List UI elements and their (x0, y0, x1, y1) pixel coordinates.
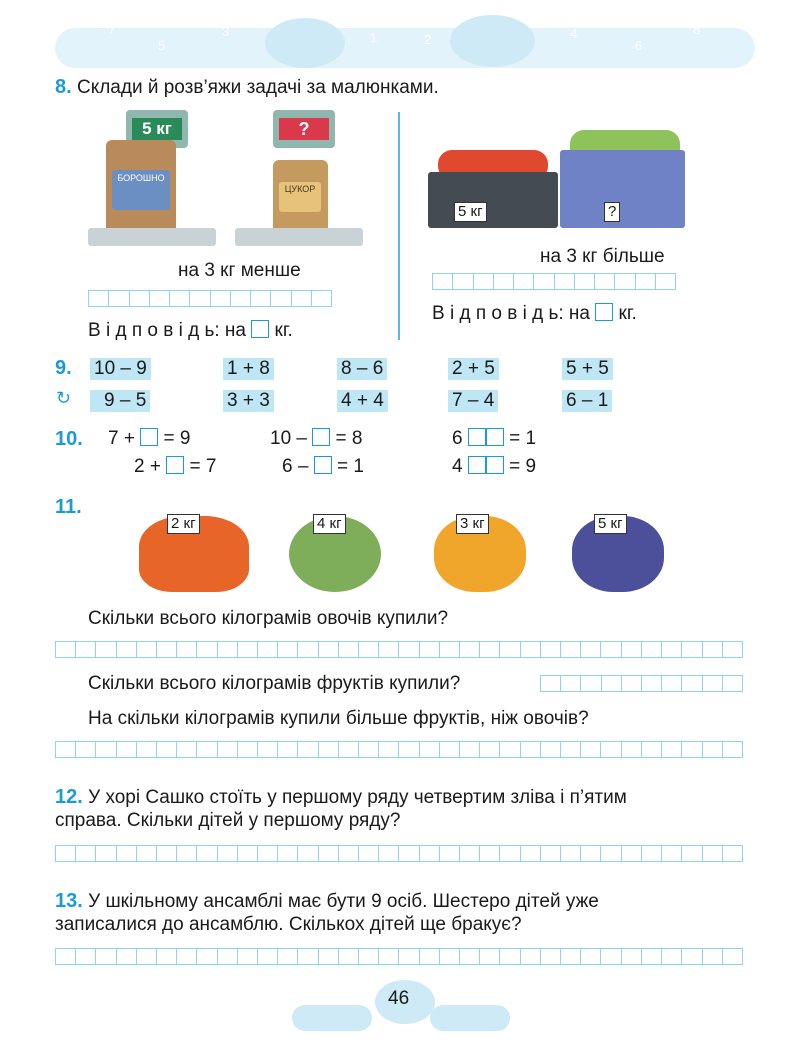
more-label: на 3 кг більше (540, 246, 665, 267)
answer-box[interactable] (166, 456, 184, 474)
answer-text: В і д п о в і д ь: на (432, 303, 590, 324)
header-digit: 3 (222, 24, 230, 39)
exercise-text: справа. Скільки дітей у першому ряду? (55, 810, 401, 831)
divider (398, 112, 400, 340)
exercise-8-title (55, 76, 439, 99)
cycle-icon: ↻ (56, 388, 72, 408)
scale-display: 5 кг (132, 118, 182, 140)
question: На скільки кілограмів купили більше фруктів, ніж овочів? (88, 708, 589, 729)
answer-box[interactable] (312, 428, 330, 446)
crate-label: 5 кг (454, 202, 487, 222)
expression: 9 – 5 (90, 390, 150, 412)
exercise-13-line1 (55, 890, 599, 913)
header-digit: 6 (635, 38, 643, 53)
exercise-number: 8. (55, 76, 72, 98)
exercise-number: 12. (55, 786, 83, 808)
header-digit: 2 (424, 32, 432, 47)
answer-grid[interactable] (55, 948, 743, 965)
answer-grid[interactable] (55, 641, 743, 658)
expression: 10 – 9 (90, 358, 151, 380)
scale-sugar (235, 110, 365, 250)
expression: 8 – 6 (337, 358, 387, 380)
equation: 7 + = 9 (108, 428, 191, 449)
equation: 6 = 1 (452, 428, 537, 449)
scale-flour (88, 110, 218, 250)
answer-grid[interactable] (55, 845, 743, 862)
answer-right (432, 303, 637, 325)
answer-box[interactable] (314, 456, 332, 474)
answer-box[interactable] (251, 320, 269, 338)
answer-box[interactable] (486, 428, 504, 446)
answer-grid[interactable] (540, 675, 743, 692)
header-digit: 8 (693, 22, 701, 37)
bag-carrots (135, 502, 253, 594)
header-digit: 7 (108, 22, 116, 37)
exercise-number: 13. (55, 890, 83, 912)
expression: 5 + 5 (562, 358, 613, 380)
scale-display: ? (279, 118, 329, 140)
bag-label: ЦУКОР (279, 182, 321, 212)
crate-label: ? (604, 202, 620, 222)
equation: 6 – = 1 (282, 456, 364, 477)
answer-grid[interactable] (55, 741, 743, 758)
answer-box[interactable] (468, 428, 486, 446)
exercise-number: 9. (55, 357, 72, 379)
page-number: 46 (388, 988, 410, 1009)
exercise-text: Склади й розв’яжи задачі за малюнками. (76, 77, 439, 98)
less-label: на 3 кг менше (178, 260, 301, 281)
answer-box[interactable] (486, 456, 504, 474)
answer-box[interactable] (468, 456, 486, 474)
bag-cabbage (285, 502, 385, 594)
equation: 2 + = 7 (134, 456, 217, 477)
weight-label: 2 кг (167, 514, 200, 534)
expression: 1 + 8 (223, 358, 274, 380)
exercise-number: 11. (55, 496, 82, 518)
equation: 10 – = 8 (270, 428, 363, 449)
bag-apples (430, 502, 530, 594)
header-digit: 1 (370, 30, 378, 45)
bag-plums (568, 502, 668, 594)
unit-text: кг. (274, 320, 293, 341)
answer-text: В і д п о в і д ь: на (88, 320, 246, 341)
crate-fruit (560, 130, 690, 230)
exercise-12-line1 (55, 786, 627, 809)
equation: 4 = 9 (452, 456, 537, 477)
expression: 7 – 4 (448, 390, 498, 412)
header-digit: 4 (570, 26, 578, 41)
exercise-text: У хорі Сашко стоїть у першому ряду четвертим зліва і п’ятим (88, 787, 627, 808)
exercise-text: У шкільному ансамблі має бути 9 осіб. Шестеро дітей уже (88, 891, 599, 912)
answer-grid[interactable] (432, 273, 676, 290)
header-digit: 5 (158, 38, 166, 53)
expression: 2 + 5 (448, 358, 499, 380)
answer-grid[interactable] (88, 290, 332, 307)
exercise-text: записалися до ансамблю. Скількох дітей ще бракує? (55, 914, 522, 935)
bag-label: БОРОШНО (112, 170, 170, 210)
weight-label: 3 кг (456, 514, 489, 534)
answer-left (88, 320, 293, 342)
question: Скільки всього кілограмів фруктів купили? (88, 673, 461, 694)
question: Скільки всього кілограмів овочів купили? (88, 608, 449, 629)
crate-apples (428, 150, 558, 230)
expression: 6 – 1 (562, 390, 612, 412)
weight-label: 5 кг (594, 514, 627, 534)
answer-box[interactable] (140, 428, 158, 446)
answer-box[interactable] (595, 303, 613, 321)
exercise-number: 10. (55, 428, 83, 450)
expression: 3 + 3 (223, 390, 274, 412)
unit-text: кг. (618, 303, 637, 324)
header-digit: 0 (398, 14, 406, 29)
expression: 4 + 4 (337, 390, 388, 412)
weight-label: 4 кг (313, 514, 346, 534)
